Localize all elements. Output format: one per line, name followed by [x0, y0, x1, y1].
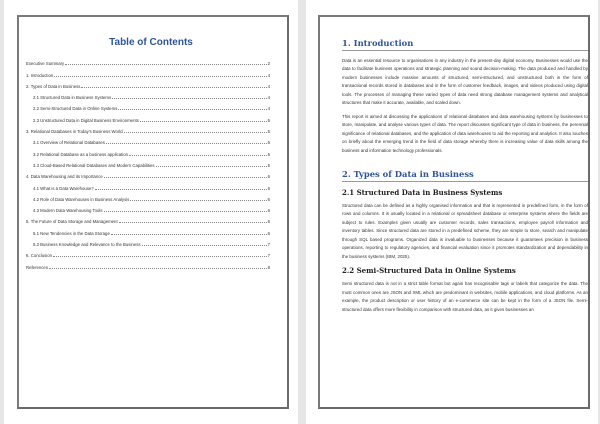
- toc-leader-dots: [140, 121, 267, 122]
- toc-entry[interactable]: [26, 179, 270, 190]
- toc-leader-dots: [111, 234, 267, 235]
- toc-entry-page: 5: [267, 117, 270, 123]
- toc-entry-page: 4: [267, 83, 270, 89]
- toc-entry[interactable]: [26, 168, 270, 179]
- toc-entry-page: 7: [267, 253, 270, 259]
- toc-entry-label: 4.1 What is a Data Warehouse?: [33, 185, 94, 191]
- toc-entry-label: 3.2 Relational Database as a business application: [33, 151, 129, 157]
- toc-title: Table of Contents: [109, 37, 193, 48]
- toc-leader-dots: [124, 132, 267, 133]
- toc-leader-dots: [104, 211, 267, 212]
- toc-entry-label: Executive Summary: [26, 61, 65, 67]
- toc-leader-dots: [54, 76, 266, 77]
- toc-entry-label: 4.3 Modern Data Warehousing Tools: [33, 208, 103, 214]
- toc-entry[interactable]: [26, 55, 270, 66]
- toc-entry-label: References: [26, 264, 48, 270]
- toc-entry[interactable]: [26, 89, 270, 100]
- toc-entry-page: 7: [267, 242, 270, 248]
- toc-entry-page: 6: [267, 208, 270, 214]
- toc-entry-label: 2.3 Unstructured Data in Digital Business Environments: [33, 117, 139, 123]
- toc-entry[interactable]: [26, 258, 270, 269]
- heading-structured-data: 2.1 Structured Data in Business Systems: [342, 187, 503, 197]
- toc-entry-page: 2: [267, 61, 270, 67]
- toc-entry[interactable]: [26, 123, 270, 134]
- toc-leader-dots: [106, 143, 267, 144]
- toc-leader-dots: [81, 87, 266, 88]
- toc-leader-dots: [130, 200, 266, 201]
- toc-entry-label: 3.1 Overview of Relational Databases: [33, 140, 105, 146]
- toc-entry-page: 5: [267, 140, 270, 146]
- toc-entry-page: 4: [267, 72, 270, 78]
- toc-entry[interactable]: [26, 78, 270, 89]
- toc-entry-label: 5. The Future of Data Storage and Management: [26, 219, 118, 225]
- semi-structured-paragraph: Semi structured data is not in a strict table format but again has recognisable tags or labels that categorize the data. The most common ones are JSON and XML which are predominant in websites, mobile applications, and cloud platforms. As an example, the product description or user history of an e-commerce site can be kept in the form of a JSON file. Semi-structured data offers more flexibility in comparison with structured data, as it gives businesses an: [342, 281, 588, 312]
- toc-entry-page: 4: [267, 106, 270, 112]
- toc-entry[interactable]: [26, 236, 270, 247]
- toc-entry-label: 3. Relational Databases in Today's Business World: [26, 129, 123, 135]
- toc-leader-dots: [49, 268, 267, 269]
- toc-entry-page: 5: [267, 162, 270, 168]
- intro-paragraph-1: Data is an essential resource to organisations in any industry in the present-day digital economy. Businesses would use the data to facilitate business operations and strategic planning and sound decision-making. The data produced and handled by modern businesses include massive amounts of structured, semi-structured, and unstructured both in the form of transactional records stored in databases and in the form of customer feedback, images, and videos produced using digital tools. The processes of managing these varied types of data need strong database management systems and analytical structures that make it accurate, available, and scaled down.: [342, 58, 588, 106]
- toc-leader-dots: [53, 256, 267, 257]
- toc-entry-label: 6. Conclusion: [26, 253, 53, 259]
- introduction-page: [306, 0, 598, 424]
- toc-entry[interactable]: [26, 202, 270, 213]
- toc-entry-page: 6: [267, 174, 270, 180]
- toc-entry[interactable]: [26, 66, 270, 77]
- toc-page: [4, 0, 298, 424]
- toc-entry[interactable]: [26, 145, 270, 156]
- toc-entry-page: 6: [267, 196, 270, 202]
- toc-entry-label: 2. Types of Data in Business: [26, 83, 81, 89]
- heading-semi-structured-data: 2.2 Semi-Structured Data in Online Systems: [342, 266, 516, 276]
- toc-entry-label: 2.1 Structured Data in Business Systems: [33, 95, 112, 101]
- toc-entry-page: 6: [267, 219, 270, 225]
- toc-entry-label: 4. Data Warehousing and its Importance: [26, 174, 103, 180]
- toc-entry-label: 2.2 Semi-Structured Data in Online Systems: [33, 106, 118, 112]
- toc-entry[interactable]: [26, 191, 270, 202]
- heading-introduction: 1. Introduction: [342, 38, 588, 51]
- toc-entry-label: 4.2 Role of Data Warehouses in Business Analysis: [33, 196, 130, 202]
- page-content: [342, 38, 588, 319]
- toc-leader-dots: [95, 189, 267, 190]
- toc-entry-page: 4: [267, 95, 270, 101]
- toc-list: [26, 55, 270, 270]
- toc-leader-dots: [65, 64, 266, 65]
- toc-entry[interactable]: [26, 157, 270, 168]
- toc-leader-dots: [119, 222, 267, 223]
- toc-entry[interactable]: [26, 213, 270, 224]
- heading-types-of-data: 2. Types of Data in Business: [342, 169, 588, 182]
- structured-paragraph: Structured data can be defined as a highly organised information and that is represented in predefined form, in the form of rows and columns. It is usually located in a relational or spreadsheet database or enterprise systems where the fields are subject to rules. Examples given usually are customer records, sales transactions, employee payroll information and inventory tables. Since structured data are stored in a predefined scheme, they are simple to store, search and manipulate through SQL based programs. Organized data is invaluable to businesses because it guarantees precision in business operations, reporting to regulatory agencies, and financial evaluation since it promotes standardization and dependability in the business systems (IBM, 2025).: [342, 202, 588, 259]
- toc-entry[interactable]: [26, 111, 270, 122]
- toc-entry-label: 5.2 Business Knowledge and Relevance to the Business: [33, 242, 141, 248]
- toc-entry-label: 1. Introduction: [26, 72, 54, 78]
- toc-entry[interactable]: [26, 247, 270, 258]
- toc-leader-dots: [156, 166, 267, 167]
- toc-leader-dots: [118, 109, 266, 110]
- toc-entry-page: 6: [267, 230, 270, 236]
- toc-leader-dots: [104, 177, 267, 178]
- toc-entry-page: 8: [267, 264, 270, 270]
- toc-leader-dots: [142, 245, 267, 246]
- toc-entry[interactable]: [26, 100, 270, 111]
- toc-leader-dots: [112, 98, 267, 99]
- toc-entry-page: 5: [267, 129, 270, 135]
- toc-entry-label: 3.3 Cloud-Based Relational Databases and Modern Capabilities: [33, 162, 155, 168]
- toc-entry[interactable]: [26, 224, 270, 235]
- toc-entry[interactable]: [26, 134, 270, 145]
- intro-paragraph-2: This report is aimed at discussing the applications of relational databases and data warehousing systems by businesses to store, manipulate, and analyse various types of data. The report discusses significant type of data in business, the perennial significance of relational databases, and the application of data warehouses to aid the reporting and analytics. It also touches on briefly about the emerging trend in the field of data storage whereby there is increasing value of data skills among the business and information technology professionals.: [342, 113, 588, 153]
- toc-entry-page: 6: [267, 185, 270, 191]
- toc-entry-page: 5: [267, 151, 270, 157]
- toc-leader-dots: [129, 155, 267, 156]
- toc-entry-label: 5.1 New Tendencies in the Data Storage: [33, 230, 110, 236]
